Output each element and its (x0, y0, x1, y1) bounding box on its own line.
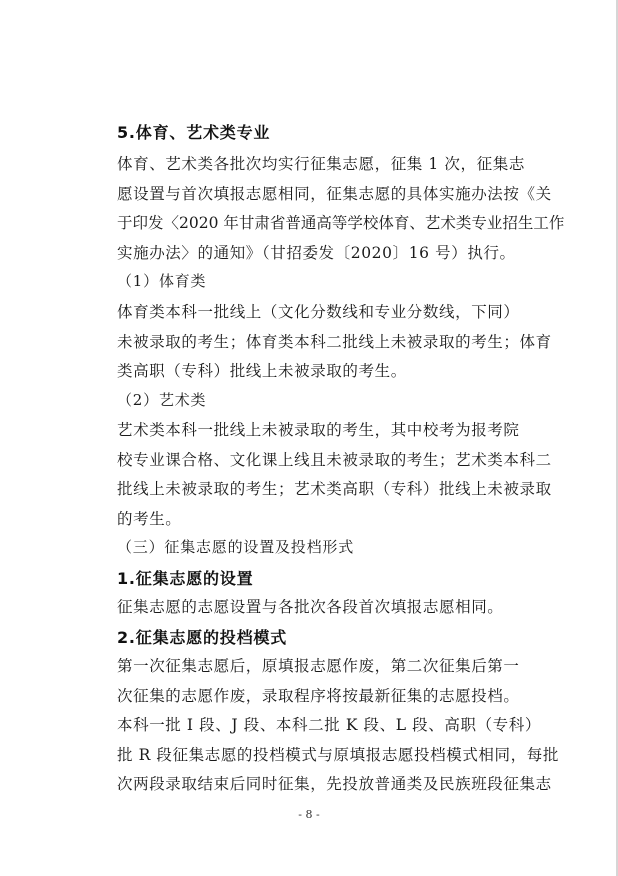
paragraph-line: 于印发〈2020 年甘肃省普通高等学校体育、艺术类专业招生工作 (117, 214, 565, 232)
heading-mode: 2.征集志愿的投档模式 (117, 628, 288, 647)
subheading-sports: （1）体育类 (117, 272, 207, 290)
page-number: - 8 - (298, 808, 320, 821)
paragraph-line: 征集志愿的志愿设置与各批次各段首次填报志愿相同。 (117, 598, 504, 616)
paragraph-line: 未被录取的考生；体育类本科二批线上未被录取的考生；体育 (117, 333, 552, 351)
paragraph-line: 的考生。 (117, 510, 182, 528)
paragraph-line: 本科一批 I 段、J 段、本科二批 K 段、L 段、高职（专科） (117, 716, 541, 734)
paragraph-line: 次征集的志愿作废，录取程序将按最新征集的志愿投档。 (117, 687, 520, 705)
paragraph-line: 校专业课合格、文化课上线且未被录取的考生；艺术类本科二 (117, 451, 552, 469)
paragraph-line: 第一次征集志愿后，原填报志愿作废，第二次征集后第一 (117, 657, 520, 675)
subheading-art: （2）艺术类 (117, 391, 207, 409)
paragraph-line: 体育类本科一批线上（文化分数线和专业分数线，下同） (117, 303, 520, 321)
paragraph-line: 次两段录取结束后同时征集，先投放普通类及民族班段征集志 (117, 775, 552, 793)
paragraph-line: 批线上未被录取的考生；艺术类高职（专科）批线上未被录取 (117, 480, 552, 498)
section-heading-sports-art: 5.体育、艺术类专业 (117, 123, 271, 142)
paragraph-line: 愿设置与首次填报志愿相同，征集志愿的具体实施办法按《关 (117, 185, 552, 203)
section-heading-three: （三）征集志愿的设置及投档形式 (117, 538, 355, 556)
paragraph-line: 批 R 段征集志愿的投档模式与原填报志愿投档模式相同，每批 (117, 746, 559, 764)
paragraph-line: 艺术类本科一批线上未被录取的考生，其中校考为报考院 (117, 421, 520, 439)
paragraph-line: 类高职（专科）批线上未被录取的考生。 (117, 362, 407, 380)
paragraph-line: 实施办法〉的通知》（甘招委发〔2020〕16 号）执行。 (117, 244, 516, 262)
paragraph-line: 体育、艺术类各批次均实行征集志愿，征集 1 次，征集志 (117, 155, 525, 173)
heading-setting: 1.征集志愿的设置 (117, 569, 254, 588)
